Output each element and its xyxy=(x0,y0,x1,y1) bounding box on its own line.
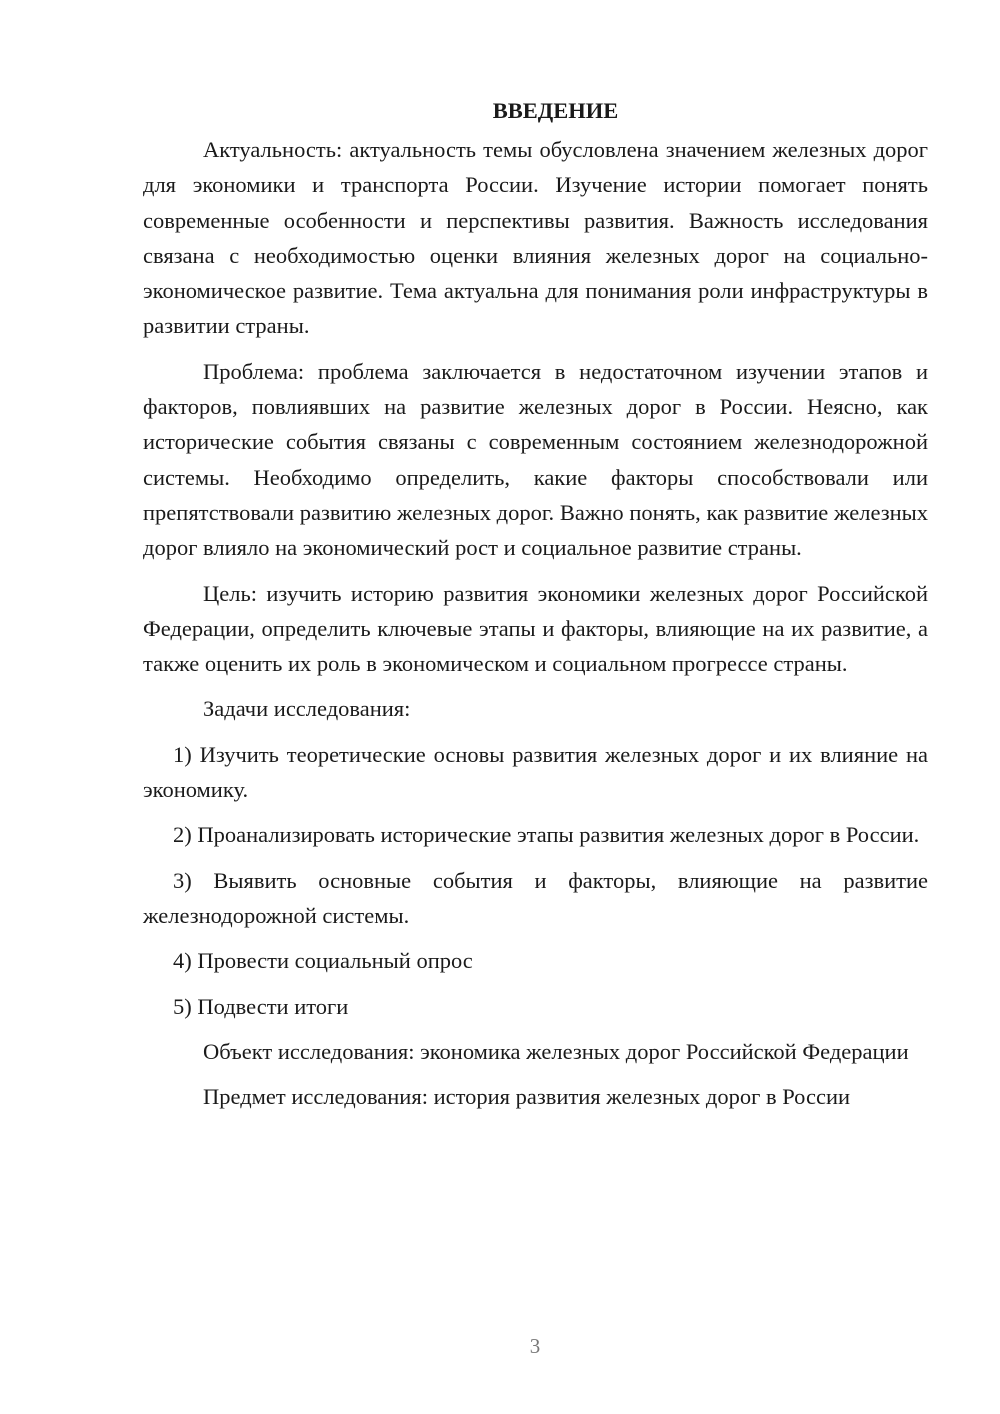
task-item-2: 2) Проанализировать исторические этапы развития железных дорог в России. xyxy=(173,822,920,848)
research-subject: Предмет исследования: история развития железных дорог в России xyxy=(203,1084,851,1110)
section-heading: ВВЕДЕНИЕ xyxy=(492,98,619,123)
research-object: Объект исследования: экономика железных дорог Российской Федерации xyxy=(203,1038,909,1064)
page-content xyxy=(143,93,928,1124)
relevance-paragraph: Актуальность: актуальность темы обусловлена значением железных дорог для экономики и транспорта России. Изучение истории помогает понять современные особенности и перспективы развития. Важность исследования связана с необходимостью оценки влияния железных дорог на социально-экономическое развитие. Тема актуальна для понимания роли инфраструктуры в развитии страны. xyxy=(143,137,928,339)
goal-paragraph: Цель: изучить историю развития экономики железных дорог Российской Федерации, определить ключевые этапы и факторы, влияющие на их развитие, а также оценить их роль в экономическом и социальном прогрессе страны. xyxy=(143,580,928,677)
task-item-5: 5) Подвести итоги xyxy=(173,993,349,1019)
problem-paragraph: Проблема: проблема заключается в недостаточном изучении этапов и факторов, повлиявших на развитие железных дорог в России. Неясно, как исторические события связаны с современным состоянием железнодорожной системы. Необходимо определить, какие факторы способствовали или препятствовали развитию железных дорог. Важно понять, как развитие железных дорог влияло на экономический рост и социальное развитие страны. xyxy=(143,358,928,561)
task-item-3: 3) Выявить основные события и факторы, влияющие на развитие железнодорожной системы. xyxy=(143,867,928,928)
task-item-1: 1) Изучить теоретические основы развития железных дорог и их влияние на экономику. xyxy=(143,741,928,803)
tasks-heading: Задачи исследования: xyxy=(203,696,411,722)
task-item-4: 4) Провести социальный опрос xyxy=(173,948,473,974)
page-number: 3 xyxy=(529,1334,541,1358)
